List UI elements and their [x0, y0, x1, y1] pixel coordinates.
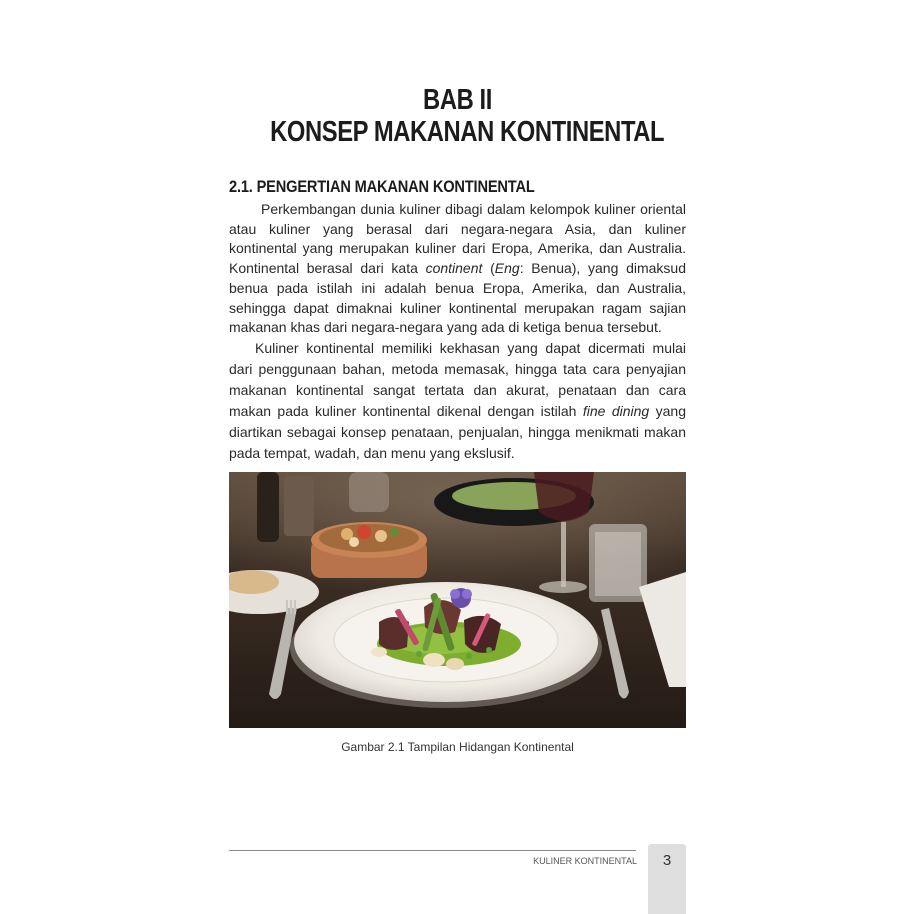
term-eng: Eng — [494, 260, 520, 277]
continental-dish-photo — [229, 472, 686, 728]
term-continent: continent — [425, 260, 483, 277]
chapter-title: KONSEP MAKANAN KONTINENTAL — [270, 116, 665, 148]
paragraph-1-text-e: : Benua), yang dimaksud benua pada istilah ini adalah benua Eropa, Amerika, dan Australia, sehingga dapat dimaknai kuliner kontinental merupakan ragam sajian makanan khas dari negara-negara yang ada di ketiga benua tersebut. — [229, 260, 686, 336]
footer-rule — [229, 850, 636, 851]
page-number: 3 — [662, 852, 672, 869]
term-fine-dining: fine dining — [582, 403, 650, 419]
figure-caption: Gambar 2.1 Tampilan Hidangan Kontinental — [341, 740, 574, 754]
chapter-heading — [229, 84, 686, 148]
paragraph-2 — [229, 338, 686, 464]
section-title: 2.1. PENGERTIAN MAKANAN KONTINENTAL — [229, 177, 535, 196]
paragraph-2-text-a: Kuliner kontinental memiliki kekhasan yang dapat dicermati mulai dari penggunaan bahan, metoda memasak, hingga tata cara penyajian makanan kontinental sangat tertata dan akurat, penataan dan cara makan pada kuliner kontinental dikenal dengan istilah — [229, 340, 686, 419]
paragraph-2-text-c: yang diartikan sebagai konsep penataan, penjualan, hingga menikmati makan pada tempat, wadah, dan menu yang ekslusif. — [229, 403, 687, 461]
paragraph-1 — [229, 200, 686, 338]
chapter-number: BAB II — [423, 84, 492, 116]
dish-illustration — [229, 472, 686, 728]
paragraph-1-text-c: ( — [482, 260, 495, 277]
running-footer: KULINER KONTINENTAL — [533, 856, 637, 866]
paragraph-1-text-a: Perkembangan dunia kuliner dibagi dalam kelompok kuliner oriental atau kuliner yang berasal dari negara-negara Asia, dan kuliner kontinental yang merupakan kuliner dari Eropa, Amerika, dan Australia. Kontinental berasal dari kata — [229, 201, 686, 277]
